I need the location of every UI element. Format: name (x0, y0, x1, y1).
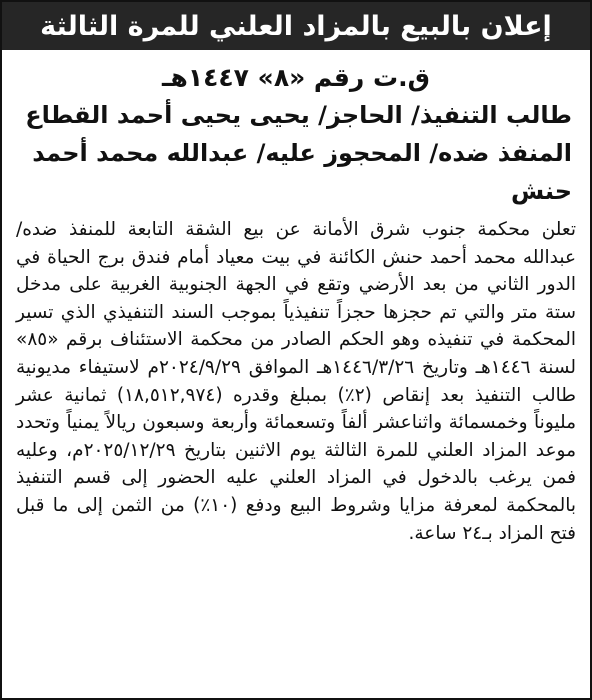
executed-against: المنفذ ضده/ المحجوز عليه/ عبدالله محمد أحمد حنش (32, 139, 572, 205)
notice-title-bar (2, 2, 590, 50)
notice-title: إعلان بالبيع بالمزاد العلني للمرة الثالثة (40, 10, 552, 42)
case-reference: ق.ت رقم «٨» ١٤٤٧هـ (162, 63, 430, 92)
notice-body: تعلن محكمة جنوب شرق الأمانة عن بيع الشقة التابعة للمنفذ ضده/ عبدالله محمد أحمد حنش الكائنة في بيت معياد أمام فندق برج الحياة في الدور الثاني من بعد الأرضي وتقع في الجهة الجنوبية الغربية على مدخل ستة متر والتي تم حجزها حجزاً تنفيذياً بموجب السند التنفيذي الذي تسير المحكمة في تنفيذه وهو الحكم الصادر من محكمة الاستئناف برقم «٨٥» لسنة ١٤٤٦هـ وتاريخ ١٤٤٦/٣/٢٦هـ الموافق ٢٠٢٤/٩/٢٩م لاستيفاء مديونية طالب التنفيذ بعد إنقاص (٢٪) بمبلغ وقدره (١٨,٥١٢,٩٧٤) ثمانية عشر مليوناً وخمسمائة واثناعشر ألفاً وتسعمائة وأربعة وسبعون ريالاً يمنياً وتحدد موعد المزاد العلني للمرة الثالثة يوم الاثنين بتاريخ ٢٠٢٥/١٢/٢٩م، وعليه فمن يرغب بالدخول في المزاد العلني عليه الحضور إلى قسم التنفيذ بالمحكمة لمعرفة مزايا وشروط البيع ودفع (١٠٪) من الثمن إلى ما قبل فتح المزاد بـ٢٤ ساعة. (16, 219, 577, 544)
case-heading (2, 50, 590, 210)
execution-applicant: طالب التنفيذ/ الحاجز/ يحيى يحيى أحمد القطاع (25, 101, 572, 129)
